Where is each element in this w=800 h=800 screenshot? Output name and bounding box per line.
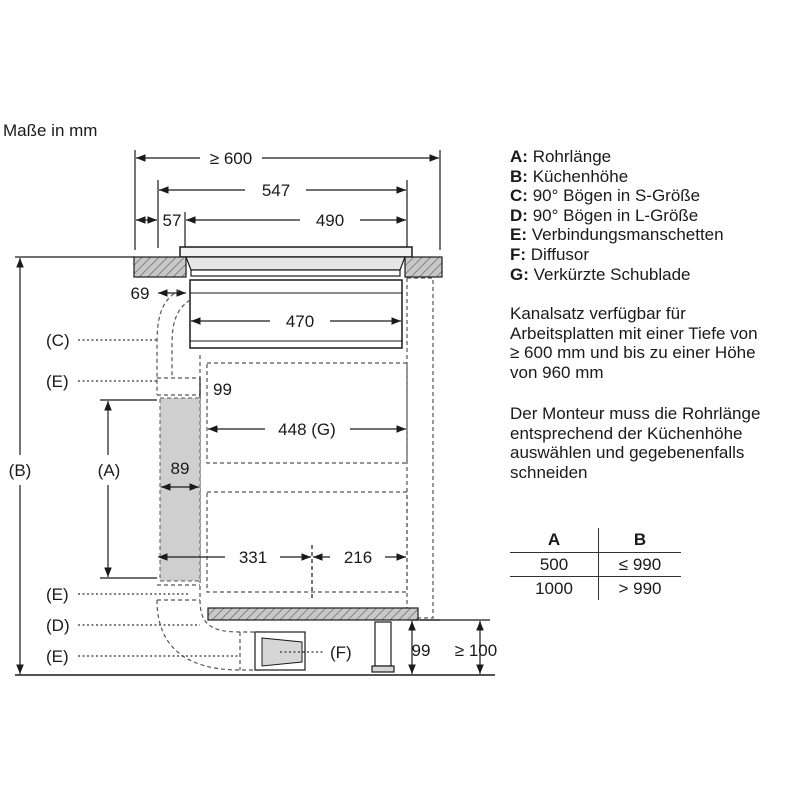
callout-e-lower: (E) [46, 647, 69, 666]
table-header-a: A [547, 530, 561, 549]
note-kit: Kanalsatz verfügbar für Arbeitsplatten mit einer Tiefe von ≥ 600 mm und bis zu einer Höhe von 960 mm [510, 304, 758, 382]
total-width-label: ≥ 600 [209, 149, 253, 168]
hob-glass [180, 247, 412, 257]
callout-f: (F) [330, 643, 352, 662]
plinth-height-label: 99 [411, 641, 431, 660]
diffusor [255, 632, 305, 670]
legend-item: F: Diffusor [510, 244, 590, 264]
worktop-left [134, 257, 186, 277]
drawer-width-label: 448 (G) [278, 420, 336, 439]
duct-pipe [160, 398, 200, 581]
callout-d: (D) [46, 616, 70, 635]
right-section-label: 216 [343, 548, 373, 567]
table-row: 500 ≤ 990 [510, 553, 681, 577]
worktop-right [405, 257, 442, 277]
cabinet-bottom [208, 608, 418, 620]
left-section-label: 331 [238, 548, 268, 567]
callout-b: (B) [8, 461, 32, 480]
table-row: 1000 > 990 [510, 577, 681, 601]
duct-width-label: 89 [170, 459, 190, 478]
table-header-b: B [599, 528, 682, 553]
legend-item: G: Verkürzte Schublade [510, 264, 691, 284]
duct-offset-label: 99 [213, 380, 232, 399]
callout-a: (A) [97, 461, 121, 480]
legend-item: E: Verbindungsmanschetten [510, 225, 724, 245]
dimension-pipe-length [97, 400, 157, 578]
side-panel-outline [407, 278, 433, 618]
legend-item: B: Küchenhöhe [510, 166, 629, 186]
hob-frame [186, 257, 405, 270]
cutout-width-label: 490 [315, 211, 345, 230]
drawer-outline-upper [207, 363, 407, 463]
left-offset-label: 57 [162, 211, 182, 230]
note-installer: Der Monteur muss die Rohrlänge entsprechend der Küchenhöhe auswählen und gegebenenfalls schneiden [510, 404, 761, 482]
plinth-foot [372, 622, 394, 672]
length-height-table [510, 528, 681, 600]
callout-e-middle: (E) [46, 585, 69, 604]
hob-width-label: 547 [261, 181, 291, 200]
left-gap-label: 69 [130, 284, 150, 303]
legend-item: C: 90° Bögen in S-Größe [510, 186, 701, 206]
dimension-total-width [135, 150, 440, 250]
legend-item: A: Rohrlänge [510, 147, 612, 166]
callout-e-upper: (E) [46, 372, 69, 391]
legend [510, 147, 724, 284]
plinth-min-label: ≥ 100 [454, 641, 498, 660]
hood-width-label: 470 [285, 312, 315, 331]
drawer-outline-lower [207, 492, 407, 592]
units-label: Maße in mm [3, 121, 98, 140]
legend-item: D: 90° Bögen in L-Größe [510, 205, 699, 225]
callout-c: (C) [46, 331, 70, 350]
hob-base [191, 270, 400, 276]
